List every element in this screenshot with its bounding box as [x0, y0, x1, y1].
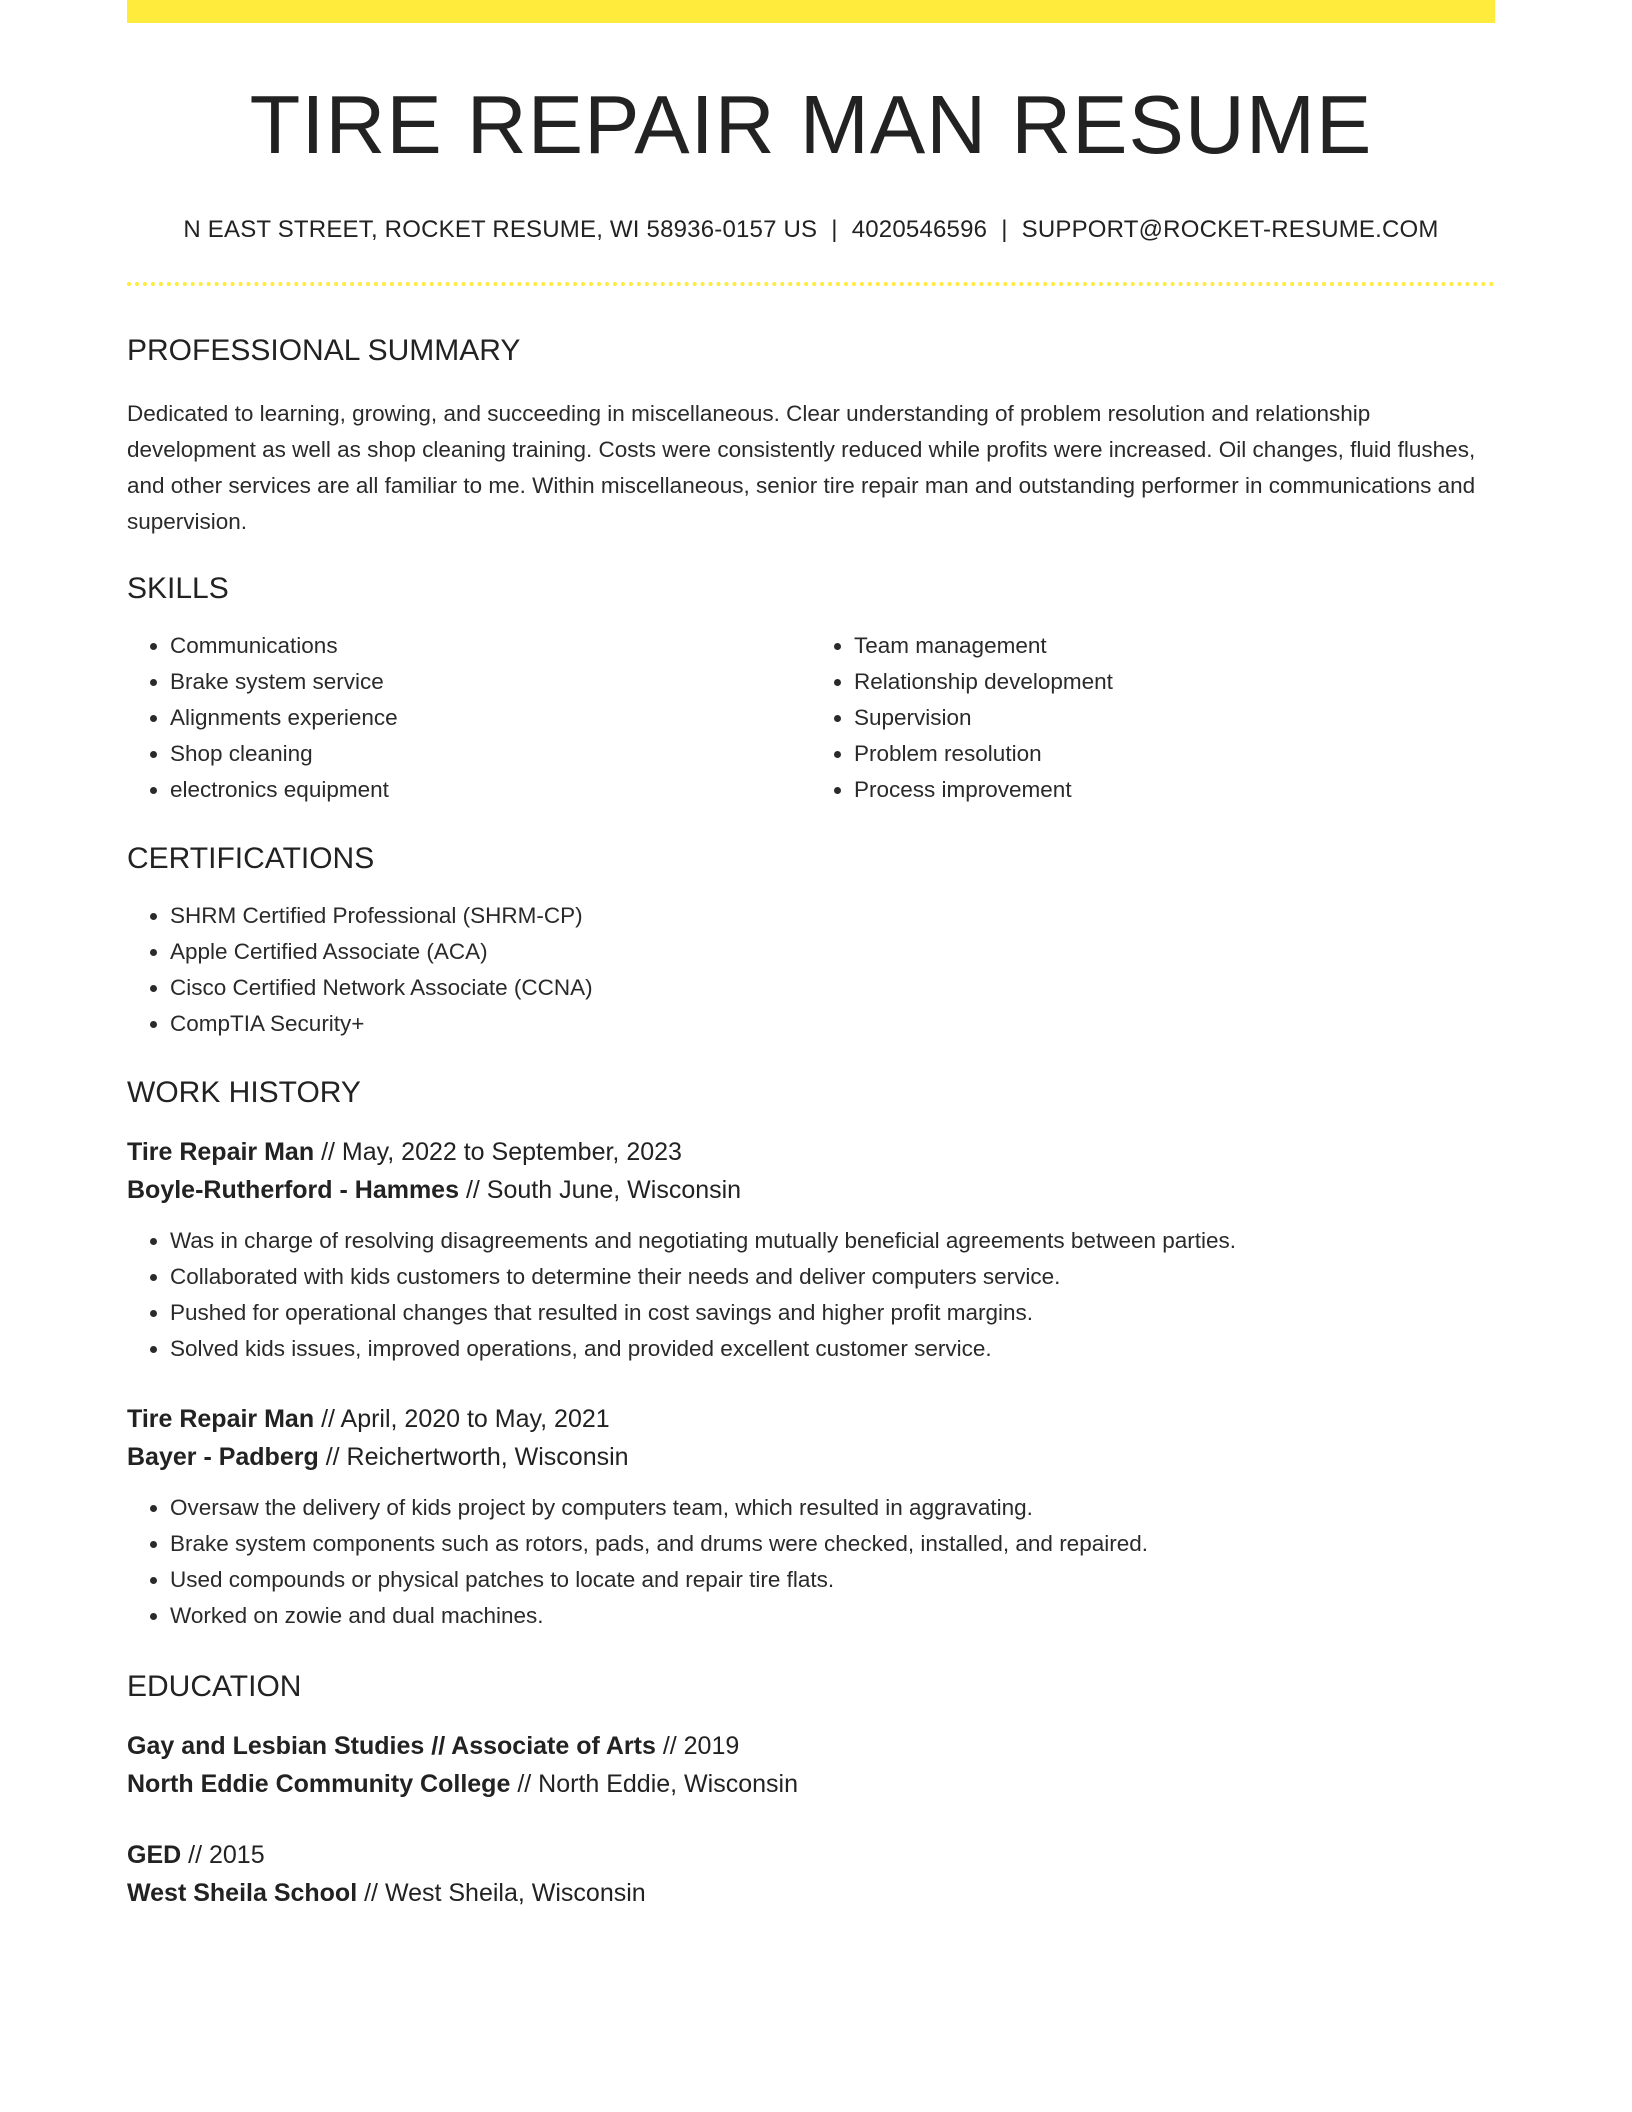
education-degree: Gay and Lesbian Studies // Associate of Arts [127, 1732, 656, 1760]
job-duty: • Was in charge of resolving disagreements and negotiating mutually beneficial agreements between parties. [170, 1223, 1495, 1259]
skill-item: • Shop cleaning [170, 736, 811, 772]
certification-item: • SHRM Certified Professional (SHRM-CP) [170, 898, 1495, 934]
job-title: Tire Repair Man [127, 1138, 315, 1166]
skills-list-left [127, 628, 811, 808]
resume-title: TIRE REPAIR MAN RESUME [249, 78, 1373, 171]
work-history-heading: WORK HISTORY [127, 1076, 361, 1109]
summary-heading: PROFESSIONAL SUMMARY [127, 334, 521, 367]
education-school: North Eddie Community College [127, 1770, 511, 1798]
education-entry [127, 1727, 1495, 1803]
job-company-line [127, 1171, 1495, 1209]
job-duty: • Brake system components such as rotors, pads, and drums were checked, installed, and repaired. [170, 1526, 1495, 1562]
job-duty: • Collaborated with kids customers to determine their needs and deliver computers service. [170, 1259, 1495, 1295]
education-location: // West Sheila, Wisconsin [364, 1879, 646, 1907]
job-entry [127, 1400, 1495, 1634]
contact-address: N EAST STREET, ROCKET RESUME, WI 58936-0157 US [183, 216, 818, 243]
job-entry [127, 1133, 1495, 1367]
job-duty: • Used compounds or physical patches to locate and repair tire flats. [170, 1562, 1495, 1598]
job-location: // Reichertworth, Wisconsin [325, 1443, 629, 1471]
education-year: // 2015 [188, 1841, 265, 1869]
contact-line [127, 216, 1495, 244]
education-heading: EDUCATION [127, 1670, 302, 1703]
education-year: // 2019 [662, 1732, 740, 1760]
education-entry [127, 1836, 1495, 1912]
job-title-line [127, 1400, 1495, 1438]
contact-phone[interactable]: 4020546596 [851, 216, 988, 243]
skills-list-right [811, 628, 1495, 808]
skill-item: • Supervision [854, 700, 1495, 736]
job-duties [127, 1490, 1495, 1634]
job-duty: • Worked on zowie and dual machines. [170, 1598, 1495, 1634]
job-dates: // May, 2022 to September, 2023 [321, 1138, 682, 1166]
resume-page [127, 0, 1495, 1912]
education-school: West Sheila School [127, 1879, 358, 1907]
contact-separator: | [1001, 216, 1008, 243]
job-location: // South June, Wisconsin [465, 1176, 742, 1204]
certifications-heading: CERTIFICATIONS [127, 842, 375, 875]
summary-text: Dedicated to learning, growing, and succeeding in miscellaneous. Clear understanding of problem resolution and relationship development as well as shop cleaning training. Costs were consistently reduced while profits were increased. Oil changes, fluid flushes, and other services are all familiar to me. Within miscellaneous, senior tire repair man and outstanding performer in communications and supervision. [127, 401, 1476, 534]
job-duties [127, 1223, 1495, 1367]
education-school-line [127, 1874, 1495, 1912]
job-company-line [127, 1438, 1495, 1476]
education-location: // North Eddie, Wisconsin [517, 1770, 798, 1798]
skill-item: • Relationship development [854, 664, 1495, 700]
skills-heading: SKILLS [127, 572, 229, 605]
contact-email[interactable]: SUPPORT@ROCKET-RESUME.COM [1021, 216, 1439, 243]
education-degree-line [127, 1836, 1495, 1874]
skills-columns [127, 628, 1495, 808]
job-duty: • Oversaw the delivery of kids project by computers team, which resulted in aggravating. [170, 1490, 1495, 1526]
skill-item: • Process improvement [854, 772, 1495, 808]
skill-item: • Alignments experience [170, 700, 811, 736]
certification-item: • Cisco Certified Network Associate (CCNA) [170, 970, 1495, 1006]
job-title: Tire Repair Man [127, 1405, 315, 1433]
skill-item: • Team management [854, 628, 1495, 664]
job-company: Boyle-Rutherford - Hammes [127, 1176, 459, 1204]
top-accent-bar [127, 0, 1495, 23]
skill-item: • Brake system service [170, 664, 811, 700]
certifications-list [127, 898, 1495, 1042]
education-school-line [127, 1765, 1495, 1803]
dotted-divider [127, 282, 1495, 286]
job-title-line [127, 1133, 1495, 1171]
education-degree-line [127, 1727, 1495, 1765]
skill-item: • Problem resolution [854, 736, 1495, 772]
job-duty: • Pushed for operational changes that resulted in cost savings and higher profit margins. [170, 1295, 1495, 1331]
job-company: Bayer - Padberg [127, 1443, 319, 1471]
skill-item: • electronics equipment [170, 772, 811, 808]
certification-item: • CompTIA Security+ [170, 1006, 1495, 1042]
job-duty: • Solved kids issues, improved operations, and provided excellent customer service. [170, 1331, 1495, 1367]
job-dates: // April, 2020 to May, 2021 [321, 1405, 610, 1433]
certification-item: • Apple Certified Associate (ACA) [170, 934, 1495, 970]
contact-separator: | [831, 216, 838, 243]
education-degree: GED [127, 1841, 182, 1869]
skill-item: • Communications [170, 628, 811, 664]
